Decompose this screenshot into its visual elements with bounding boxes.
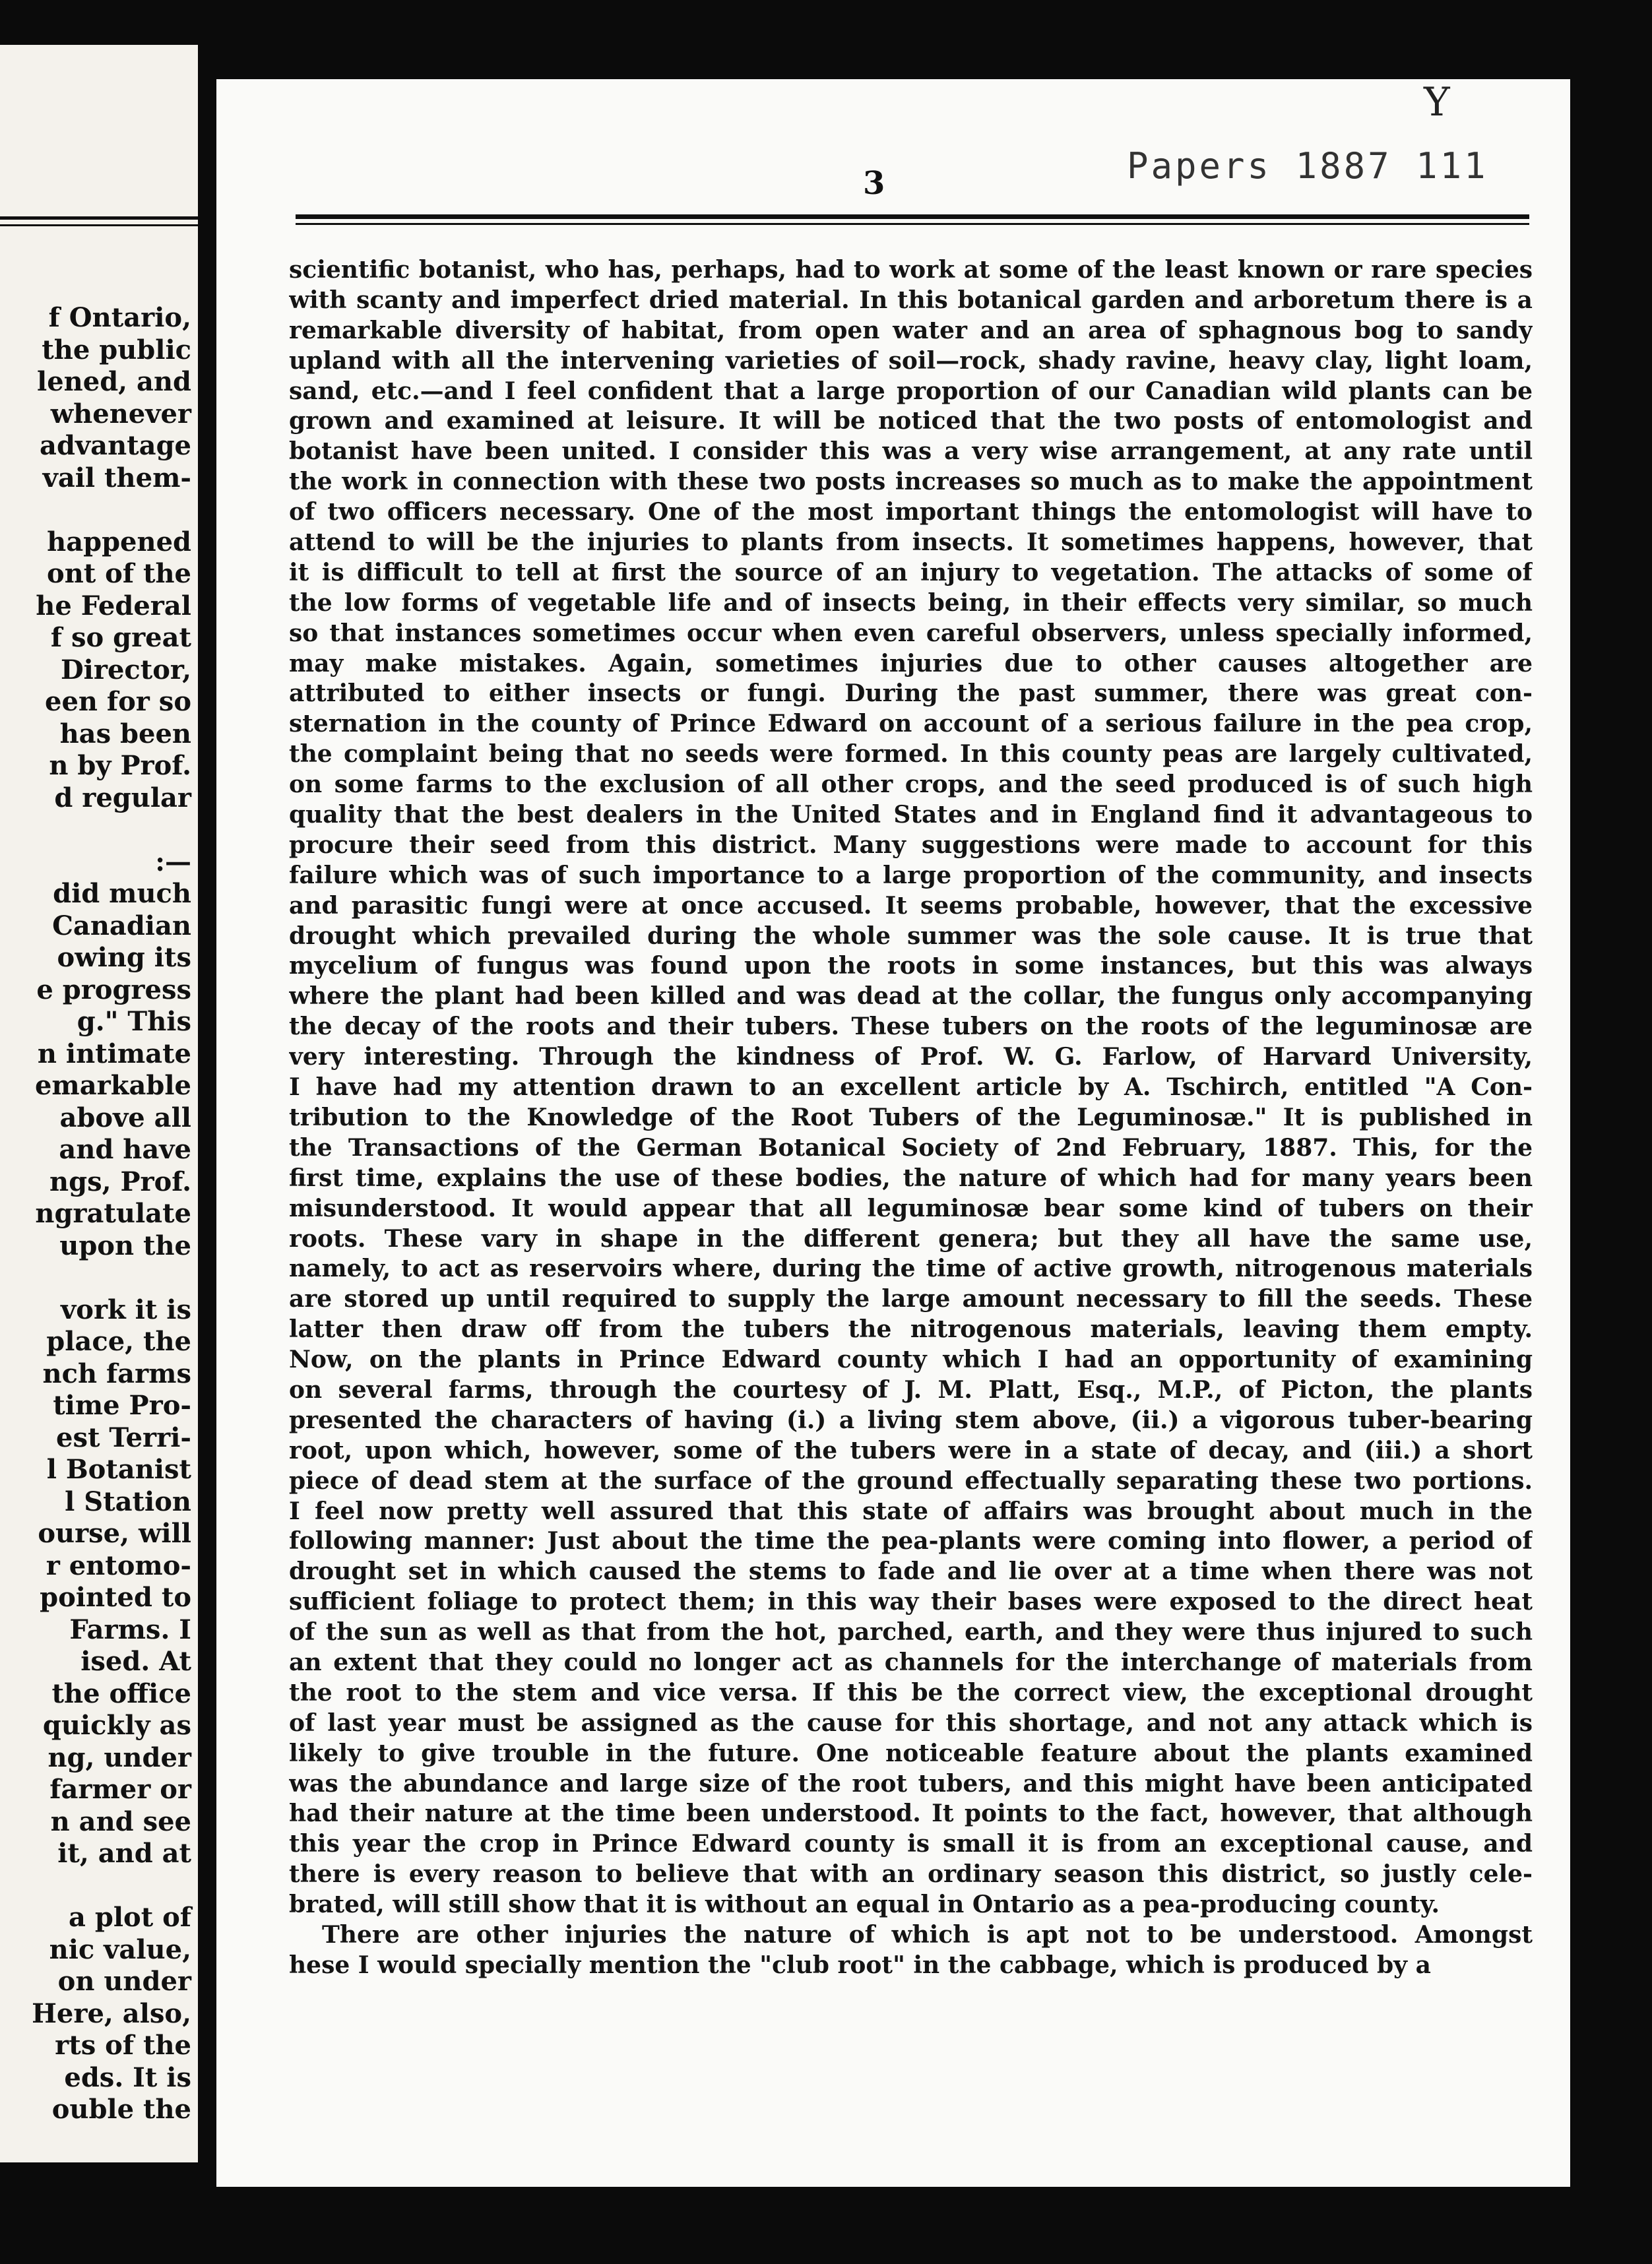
left-page-line: f Ontario, xyxy=(48,302,191,333)
left-page-line: whenever xyxy=(50,398,191,429)
body-line: sternation in the county of Prince Edward on account of a serious failure in the pea crop, xyxy=(289,710,1533,738)
body-line: this year the crop in Prince Edward county is small it is from an exceptional cause, and xyxy=(289,1830,1533,1858)
left-page-line: the office xyxy=(51,1678,191,1709)
body-line: failure which was of such importance to a large proportion of the community, and insects xyxy=(289,861,1533,889)
body-line: namely, to act as reservoirs where, during the time of active growth, nitrogenous materials xyxy=(289,1255,1533,1283)
left-page-line: above all xyxy=(59,1102,191,1133)
body-line: and parasitic fungi were at once accused. It seems probable, however, that the excessive xyxy=(289,891,1533,920)
body-line: an extent that they could no longer act as channels for the interchange of materials from xyxy=(289,1648,1533,1676)
corner-mark: Y xyxy=(1424,79,1450,125)
header-rule-thin xyxy=(296,223,1529,225)
left-page-line: Director, xyxy=(60,654,191,685)
left-page-line: pointed to xyxy=(40,1582,191,1613)
body-line: the work in connection with these two posts increases so much as to make the appointment xyxy=(289,468,1533,496)
left-page-line: een for so xyxy=(45,686,191,717)
body-line: roots. These vary in shape in the different genera; but they all have the same use, xyxy=(289,1224,1533,1253)
body-line: very interesting. Through the kindness of Prof. W. G. Farlow, of Harvard University, xyxy=(289,1043,1533,1071)
body-line: the low forms of vegetable life and of insects being, in their effects very similar, so much xyxy=(289,588,1533,617)
body-line: latter then draw off from the tubers the nitrogenous materials, leaving them empty. xyxy=(289,1315,1533,1344)
body-line: there is every reason to believe that with an ordinary season this district, so justly cele- xyxy=(289,1860,1533,1889)
left-page-line: nic value, xyxy=(49,1934,191,1965)
body-line: piece of dead stem at the surface of the ground effectually separating these two portions. xyxy=(289,1466,1533,1495)
left-page-line: on under xyxy=(57,1966,191,1997)
left-page-line: Canadian xyxy=(52,910,191,941)
left-page-line: happened xyxy=(47,526,191,557)
left-page-line: emarkable xyxy=(34,1070,191,1101)
body-line: brated, will still show that it is without an equal in Ontario as a pea-producing county. xyxy=(289,1891,1440,1919)
document-page xyxy=(216,79,1570,2187)
left-page-line: owing its xyxy=(57,942,191,973)
left-page-line: he Federal xyxy=(36,590,191,621)
left-page-line: ourse, will xyxy=(38,1518,191,1549)
left-page-line: advantage xyxy=(40,430,191,461)
left-page-line: ised. At xyxy=(80,1646,191,1677)
left-page-line: :— xyxy=(155,846,191,877)
body-line: misunderstood. It would appear that all leguminosæ bear some kind of tubers on their xyxy=(289,1194,1533,1222)
body-line: of the sun as well as that from the hot, parched, earth, and they were thus injured to such xyxy=(289,1618,1533,1647)
body-line: the root to the stem and vice versa. If this be the correct view, the exceptional drought xyxy=(289,1678,1533,1707)
left-page-line xyxy=(0,814,191,846)
body-line: on several farms, through the courtesy of J. M. Platt, Esq., M.P., of Picton, the plants xyxy=(289,1375,1533,1404)
body-line: may make mistakes. Again, sometimes injuries due to other causes altogether are xyxy=(289,649,1533,677)
left-page-line: eds. It is xyxy=(64,2061,191,2093)
left-page-line: e progress xyxy=(36,974,191,1005)
left-page-line: ngs, Prof. xyxy=(49,1166,191,1197)
body-line: so that instances sometimes occur when even careful observers, unless specially informed, xyxy=(289,619,1533,647)
body-line: had their nature at the time been understood. It points to the fact, however, that although xyxy=(289,1800,1533,1828)
left-page-line: Farms. I xyxy=(69,1614,191,1645)
left-page-line: lened, and xyxy=(37,366,191,397)
left-page-line: vail them- xyxy=(42,462,191,493)
left-page-line: n and see xyxy=(50,1806,191,1837)
body-line: root, upon which, however, some of the tubers were in a state of decay, and (iii.) a short xyxy=(289,1436,1533,1464)
left-page-line: and have xyxy=(59,1134,191,1165)
header-rule xyxy=(296,214,1529,219)
page-number: 3 xyxy=(863,165,885,202)
left-page-line xyxy=(0,1262,191,1294)
left-page-line: l Station xyxy=(65,1486,191,1517)
left-page-rule xyxy=(0,216,198,220)
body-line: I feel now pretty well assured that this state of affairs was brought about much in the xyxy=(289,1497,1533,1525)
body-line: drought which prevailed during the whole summer was the sole cause. It is true that xyxy=(289,922,1533,950)
left-page-line: n by Prof. xyxy=(49,750,191,781)
body-line: following manner: Just about the time the pea-plants were coming into flower, a period of xyxy=(289,1527,1533,1556)
left-page-line: Here, also, xyxy=(32,1997,191,2029)
left-page-line: ouble the xyxy=(51,2094,191,2125)
body-line: presented the characters of having (i.) a living stem above, (ii.) a vigorous tuber-bearing xyxy=(289,1406,1533,1434)
left-page-line: r entomo- xyxy=(46,1550,191,1581)
body-line: of two officers necessary. One of the most important things the entomologist will have to xyxy=(289,498,1533,526)
body-line: tribution to the Knowledge of the Root Tubers of the Leguminosæ." It is published in xyxy=(289,1103,1533,1131)
left-page-line: quickly as xyxy=(42,1710,191,1741)
left-page-line: nch farms xyxy=(42,1358,191,1389)
left-page-line: l Botanist xyxy=(46,1454,191,1485)
body-line: the decay of the roots and their tubers. These tubers on the roots of the leguminosæ are xyxy=(289,1013,1533,1041)
left-page-line: upon the xyxy=(59,1230,191,1261)
body-text xyxy=(289,255,1533,1980)
left-page-line: a plot of xyxy=(69,1902,191,1933)
left-page-line: has been xyxy=(59,718,191,749)
left-page-line: est Terri- xyxy=(56,1422,191,1453)
left-page-line: g." This xyxy=(77,1006,191,1037)
body-line: procure their seed from this district. Many suggestions were made to account for this xyxy=(289,831,1533,859)
left-page-line: f so great xyxy=(50,622,191,653)
body-line: upland with all the intervening varieties of soil—rock, shady ravine, heavy clay, light loam, xyxy=(289,346,1533,375)
archive-annotation: Papers 1887 111 xyxy=(1127,145,1488,187)
left-page-line: ngratulate xyxy=(35,1198,191,1229)
body-line: where the plant had been killed and was dead at the collar, the fungus only accompanying xyxy=(289,982,1533,1011)
left-page-line: the public xyxy=(42,334,191,365)
left-page-line: farmer or xyxy=(49,1774,191,1805)
body-line: sufficient foliage to protect them; in this way their bases were exposed to the direct heat xyxy=(289,1588,1533,1616)
body-line: on some farms to the exclusion of all other crops, and the seed produced is of such high xyxy=(289,770,1533,799)
body-line: remarkable diversity of habitat, from open water and an area of sphagnous bog to sandy xyxy=(289,316,1533,344)
body-line: botanist have been united. I consider this was a very wise arrangement, at any rate until xyxy=(289,437,1533,466)
left-page-text xyxy=(0,302,191,2126)
left-page-line: time Pro- xyxy=(53,1390,191,1421)
left-page-line xyxy=(0,1870,191,1902)
body-line: drought set in which caused the stems to fade and lie over at a time when there was not xyxy=(289,1557,1533,1586)
body-line: with scanty and imperfect dried material. In this botanical garden and arboretum there is a xyxy=(289,286,1533,314)
body-line: it is difficult to tell at first the source of an injury to vegetation. The attacks of some of xyxy=(289,558,1533,586)
body-line: attend to will be the injuries to plants from insects. It sometimes happens, however, that xyxy=(289,528,1533,557)
body-line: Now, on the plants in Prince Edward county which I had an opportunity of examining xyxy=(289,1346,1533,1374)
body-line: scientific botanist, who has, perhaps, had to work at some of the least known or rare species xyxy=(289,256,1533,284)
body-line: grown and examined at leisure. It will be noticed that the two posts of entomologist and xyxy=(289,407,1533,435)
body-line: There are other injuries the nature of which is apt not to be understood. Amongst xyxy=(322,1920,1533,1949)
body-line: are stored up until required to supply the large amount necessary to fill the seeds. These xyxy=(289,1285,1533,1313)
left-page-line: n intimate xyxy=(37,1038,191,1069)
left-page-line: vork it is xyxy=(61,1294,191,1325)
left-page-line: did much xyxy=(53,878,191,909)
body-line: the complaint being that no seeds were formed. In this county peas are largely cultivated, xyxy=(289,740,1533,769)
left-page-line: ont of the xyxy=(47,558,191,589)
left-page-line: rts of the xyxy=(55,2030,191,2061)
left-page-line: ng, under xyxy=(48,1742,191,1773)
body-line: quality that the best dealers in the United States and in England find it advantageous to xyxy=(289,801,1533,829)
body-line: I have had my attention drawn to an excellent article by A. Tschirch, entitled "A Con- xyxy=(289,1073,1533,1102)
left-page-line: d regular xyxy=(54,782,191,813)
body-line: the Transactions of the German Botanical Society of 2nd February, 1887. This, for the xyxy=(289,1133,1533,1162)
left-page-line: place, the xyxy=(46,1326,191,1357)
adjacent-page-fragment xyxy=(0,45,198,2162)
body-line: likely to give trouble in the future. One noticeable feature about the plants examined xyxy=(289,1739,1533,1767)
left-page-line xyxy=(0,494,191,526)
body-line: sand, etc.—and I feel confident that a large proportion of our Canadian wild plants can be xyxy=(289,377,1533,405)
body-line: hese I would specially mention the "club root" in the cabbage, which is produced by a xyxy=(289,1951,1431,1979)
left-page-line: it, and at xyxy=(57,1838,191,1869)
body-line: of last year must be assigned as the cause for this shortage, and not any attack which is xyxy=(289,1709,1533,1737)
body-line: was the abundance and large size of the root tubers, and this might have been anticipated xyxy=(289,1769,1533,1798)
left-page-rule xyxy=(0,224,198,226)
body-line: first time, explains the use of these bodies, the nature of which had for many years been xyxy=(289,1164,1533,1192)
body-line: attributed to either insects or fungi. During the past summer, there was great con- xyxy=(289,679,1533,708)
body-line: mycelium of fungus was found upon the roots in some instances, but this was always xyxy=(289,952,1533,980)
